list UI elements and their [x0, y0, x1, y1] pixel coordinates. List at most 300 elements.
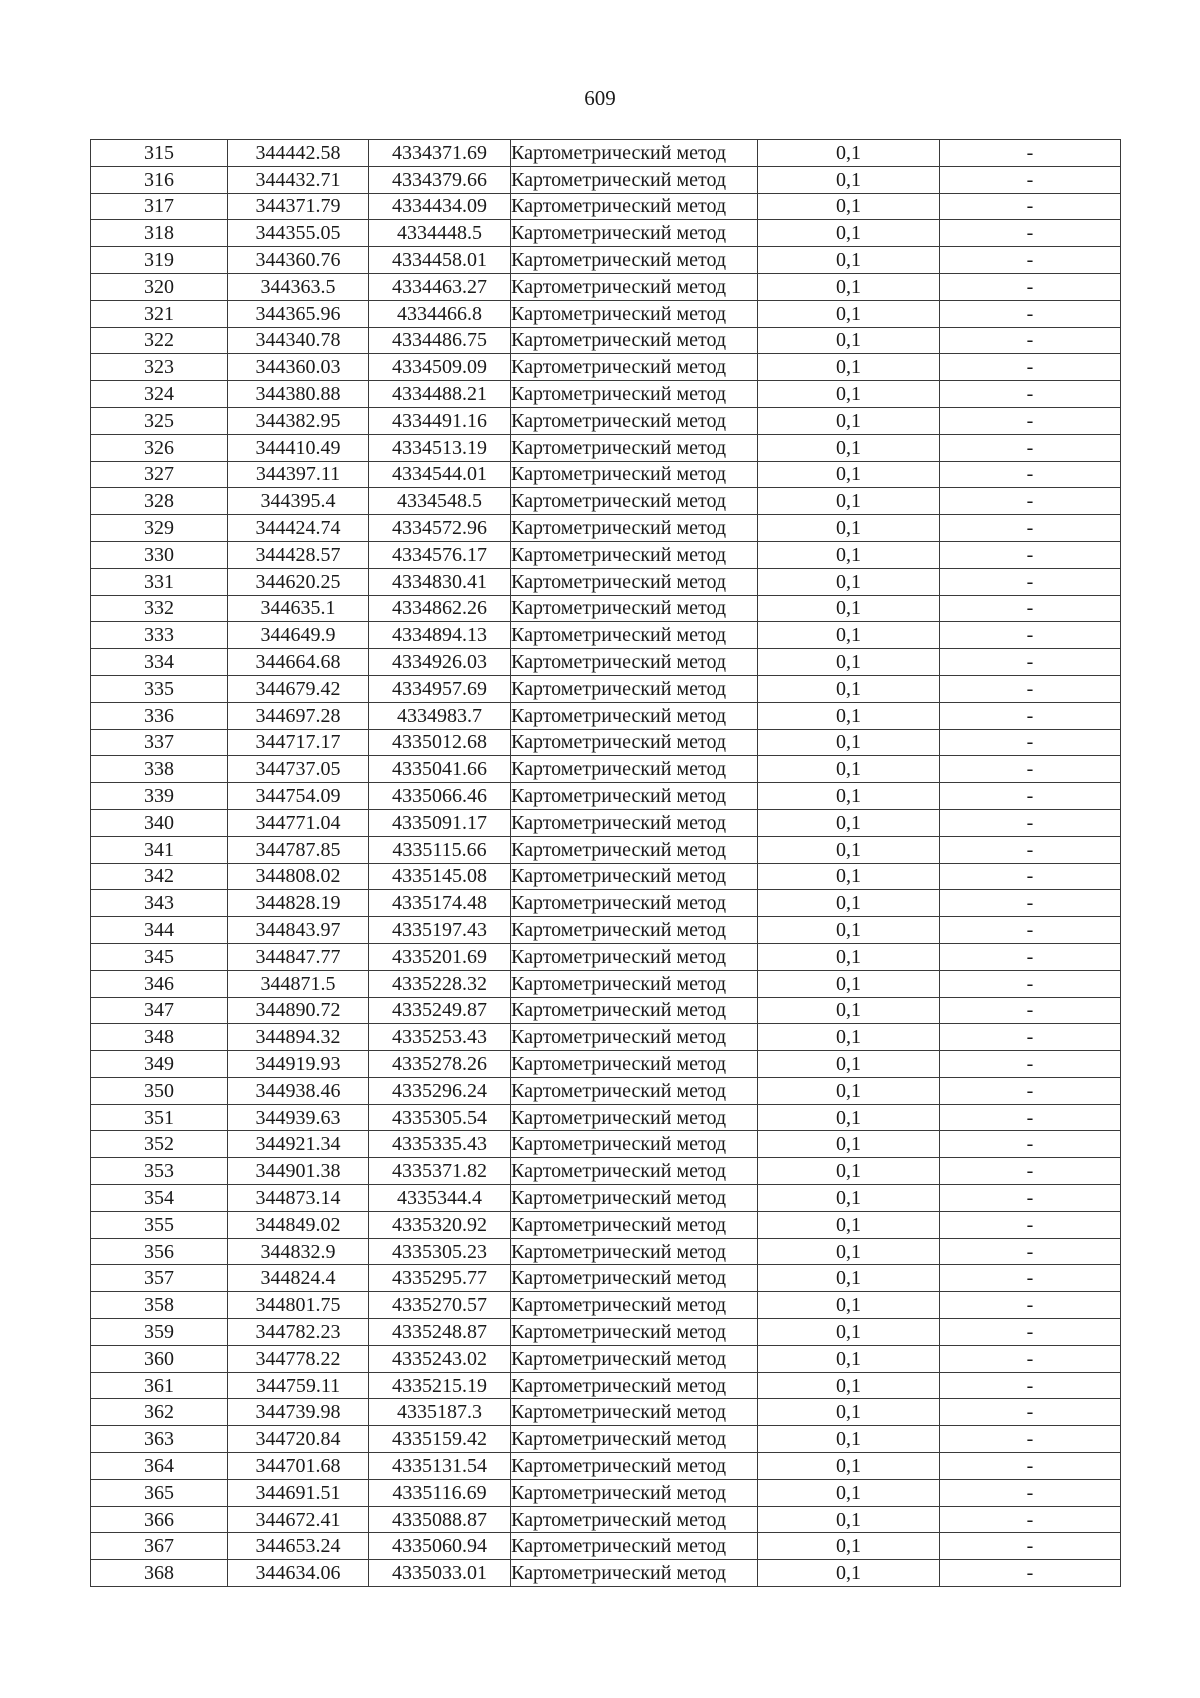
note-cell: - — [940, 1319, 1121, 1346]
method-cell: Картометрический метод — [511, 515, 758, 542]
accuracy-cell: 0,1 — [758, 1131, 940, 1158]
y-coordinate-cell: 4335305.54 — [369, 1104, 511, 1131]
table-row — [91, 622, 1121, 649]
note-cell: - — [940, 1265, 1121, 1292]
note-cell: - — [940, 1426, 1121, 1453]
note-cell: - — [940, 1533, 1121, 1560]
method-cell: Картометрический метод — [511, 1426, 758, 1453]
accuracy-cell: 0,1 — [758, 1479, 940, 1506]
note-cell: - — [940, 917, 1121, 944]
x-coordinate-cell: 344382.95 — [228, 407, 369, 434]
y-coordinate-cell: 4335033.01 — [369, 1560, 511, 1587]
accuracy-cell: 0,1 — [758, 1453, 940, 1480]
accuracy-cell: 0,1 — [758, 702, 940, 729]
accuracy-cell: 0,1 — [758, 1185, 940, 1212]
y-coordinate-cell: 4335215.19 — [369, 1372, 511, 1399]
note-cell: - — [940, 997, 1121, 1024]
point-number-cell: 360 — [91, 1345, 228, 1372]
method-cell: Картометрический метод — [511, 1185, 758, 1212]
accuracy-cell: 0,1 — [758, 863, 940, 890]
note-cell: - — [940, 327, 1121, 354]
point-number-cell: 328 — [91, 488, 228, 515]
method-cell: Картометрический метод — [511, 1372, 758, 1399]
x-coordinate-cell: 344778.22 — [228, 1345, 369, 1372]
method-cell: Картометрический метод — [511, 1560, 758, 1587]
table-row — [91, 702, 1121, 729]
point-number-cell: 316 — [91, 166, 228, 193]
table-row — [91, 1024, 1121, 1051]
x-coordinate-cell: 344754.09 — [228, 783, 369, 810]
y-coordinate-cell: 4335088.87 — [369, 1506, 511, 1533]
point-number-cell: 331 — [91, 568, 228, 595]
point-number-cell: 367 — [91, 1533, 228, 1560]
accuracy-cell: 0,1 — [758, 649, 940, 676]
x-coordinate-cell: 344759.11 — [228, 1372, 369, 1399]
x-coordinate-cell: 344697.28 — [228, 702, 369, 729]
accuracy-cell: 0,1 — [758, 1506, 940, 1533]
note-cell: - — [940, 140, 1121, 167]
table-row — [91, 595, 1121, 622]
y-coordinate-cell: 4334894.13 — [369, 622, 511, 649]
point-number-cell: 329 — [91, 515, 228, 542]
y-coordinate-cell: 4335371.82 — [369, 1158, 511, 1185]
accuracy-cell: 0,1 — [758, 193, 940, 220]
accuracy-cell: 0,1 — [758, 568, 940, 595]
note-cell: - — [940, 729, 1121, 756]
accuracy-cell: 0,1 — [758, 729, 940, 756]
y-coordinate-cell: 4334458.01 — [369, 247, 511, 274]
method-cell: Картометрический метод — [511, 649, 758, 676]
x-coordinate-cell: 344360.03 — [228, 354, 369, 381]
x-coordinate-cell: 344442.58 — [228, 140, 369, 167]
note-cell: - — [940, 515, 1121, 542]
accuracy-cell: 0,1 — [758, 166, 940, 193]
x-coordinate-cell: 344787.85 — [228, 836, 369, 863]
note-cell: - — [940, 541, 1121, 568]
accuracy-cell: 0,1 — [758, 273, 940, 300]
method-cell: Картометрический метод — [511, 407, 758, 434]
point-number-cell: 318 — [91, 220, 228, 247]
point-number-cell: 315 — [91, 140, 228, 167]
y-coordinate-cell: 4335159.42 — [369, 1426, 511, 1453]
y-coordinate-cell: 4335344.4 — [369, 1185, 511, 1212]
note-cell: - — [940, 890, 1121, 917]
note-cell: - — [940, 649, 1121, 676]
method-cell: Картометрический метод — [511, 541, 758, 568]
accuracy-cell: 0,1 — [758, 783, 940, 810]
note-cell: - — [940, 166, 1121, 193]
table-row — [91, 1345, 1121, 1372]
y-coordinate-cell: 4334371.69 — [369, 140, 511, 167]
accuracy-cell: 0,1 — [758, 890, 940, 917]
x-coordinate-cell: 344801.75 — [228, 1292, 369, 1319]
point-number-cell: 343 — [91, 890, 228, 917]
table-row — [91, 1399, 1121, 1426]
accuracy-cell: 0,1 — [758, 836, 940, 863]
accuracy-cell: 0,1 — [758, 809, 940, 836]
y-coordinate-cell: 4334830.41 — [369, 568, 511, 595]
note-cell: - — [940, 756, 1121, 783]
y-coordinate-cell: 4335197.43 — [369, 917, 511, 944]
accuracy-cell: 0,1 — [758, 1426, 940, 1453]
method-cell: Картометрический метод — [511, 1051, 758, 1078]
method-cell: Картометрический метод — [511, 1104, 758, 1131]
x-coordinate-cell: 344894.32 — [228, 1024, 369, 1051]
note-cell: - — [940, 1479, 1121, 1506]
point-number-cell: 350 — [91, 1077, 228, 1104]
point-number-cell: 363 — [91, 1426, 228, 1453]
point-number-cell: 325 — [91, 407, 228, 434]
y-coordinate-cell: 4334576.17 — [369, 541, 511, 568]
y-coordinate-cell: 4334486.75 — [369, 327, 511, 354]
point-number-cell: 336 — [91, 702, 228, 729]
x-coordinate-cell: 344428.57 — [228, 541, 369, 568]
point-number-cell: 319 — [91, 247, 228, 274]
point-number-cell: 340 — [91, 809, 228, 836]
method-cell: Картометрический метод — [511, 1211, 758, 1238]
accuracy-cell: 0,1 — [758, 1051, 940, 1078]
accuracy-cell: 0,1 — [758, 541, 940, 568]
table-row — [91, 140, 1121, 167]
note-cell: - — [940, 461, 1121, 488]
point-number-cell: 358 — [91, 1292, 228, 1319]
method-cell: Картометрический метод — [511, 702, 758, 729]
table-row — [91, 1426, 1121, 1453]
y-coordinate-cell: 4335187.3 — [369, 1399, 511, 1426]
method-cell: Картометрический метод — [511, 327, 758, 354]
table-row — [91, 1077, 1121, 1104]
table-row — [91, 1185, 1121, 1212]
point-number-cell: 349 — [91, 1051, 228, 1078]
method-cell: Картометрический метод — [511, 675, 758, 702]
y-coordinate-cell: 4335060.94 — [369, 1533, 511, 1560]
note-cell: - — [940, 702, 1121, 729]
accuracy-cell: 0,1 — [758, 515, 940, 542]
accuracy-cell: 0,1 — [758, 1077, 940, 1104]
method-cell: Картометрический метод — [511, 1265, 758, 1292]
table-row — [91, 1265, 1121, 1292]
x-coordinate-cell: 344849.02 — [228, 1211, 369, 1238]
x-coordinate-cell: 344847.77 — [228, 943, 369, 970]
accuracy-cell: 0,1 — [758, 300, 940, 327]
x-coordinate-cell: 344672.41 — [228, 1506, 369, 1533]
method-cell: Картометрический метод — [511, 1345, 758, 1372]
x-coordinate-cell: 344782.23 — [228, 1319, 369, 1346]
y-coordinate-cell: 4335253.43 — [369, 1024, 511, 1051]
table-row — [91, 783, 1121, 810]
note-cell: - — [940, 1506, 1121, 1533]
accuracy-cell: 0,1 — [758, 354, 940, 381]
accuracy-cell: 0,1 — [758, 1399, 940, 1426]
x-coordinate-cell: 344828.19 — [228, 890, 369, 917]
method-cell: Картометрический метод — [511, 729, 758, 756]
note-cell: - — [940, 1185, 1121, 1212]
table-row — [91, 488, 1121, 515]
table-row — [91, 863, 1121, 890]
accuracy-cell: 0,1 — [758, 220, 940, 247]
note-cell: - — [940, 1372, 1121, 1399]
y-coordinate-cell: 4334983.7 — [369, 702, 511, 729]
x-coordinate-cell: 344635.1 — [228, 595, 369, 622]
table-row — [91, 515, 1121, 542]
method-cell: Картометрический метод — [511, 247, 758, 274]
table-row — [91, 1372, 1121, 1399]
x-coordinate-cell: 344620.25 — [228, 568, 369, 595]
point-number-cell: 353 — [91, 1158, 228, 1185]
accuracy-cell: 0,1 — [758, 1372, 940, 1399]
y-coordinate-cell: 4335115.66 — [369, 836, 511, 863]
accuracy-cell: 0,1 — [758, 1238, 940, 1265]
x-coordinate-cell: 344691.51 — [228, 1479, 369, 1506]
note-cell: - — [940, 595, 1121, 622]
y-coordinate-cell: 4334548.5 — [369, 488, 511, 515]
x-coordinate-cell: 344873.14 — [228, 1185, 369, 1212]
y-coordinate-cell: 4334434.09 — [369, 193, 511, 220]
y-coordinate-cell: 4334448.5 — [369, 220, 511, 247]
y-coordinate-cell: 4334957.69 — [369, 675, 511, 702]
point-number-cell: 317 — [91, 193, 228, 220]
method-cell: Картометрический метод — [511, 381, 758, 408]
accuracy-cell: 0,1 — [758, 381, 940, 408]
table-row — [91, 1131, 1121, 1158]
x-coordinate-cell: 344871.5 — [228, 970, 369, 997]
accuracy-cell: 0,1 — [758, 461, 940, 488]
point-number-cell: 320 — [91, 273, 228, 300]
point-number-cell: 352 — [91, 1131, 228, 1158]
x-coordinate-cell: 344679.42 — [228, 675, 369, 702]
x-coordinate-cell: 344360.76 — [228, 247, 369, 274]
table-row — [91, 1506, 1121, 1533]
accuracy-cell: 0,1 — [758, 327, 940, 354]
note-cell: - — [940, 407, 1121, 434]
accuracy-cell: 0,1 — [758, 1104, 940, 1131]
accuracy-cell: 0,1 — [758, 1158, 940, 1185]
method-cell: Картометрический метод — [511, 273, 758, 300]
table-row — [91, 1560, 1121, 1587]
note-cell: - — [940, 1345, 1121, 1372]
note-cell: - — [940, 1104, 1121, 1131]
accuracy-cell: 0,1 — [758, 595, 940, 622]
y-coordinate-cell: 4334509.09 — [369, 354, 511, 381]
table-row — [91, 434, 1121, 461]
point-number-cell: 366 — [91, 1506, 228, 1533]
x-coordinate-cell: 344355.05 — [228, 220, 369, 247]
method-cell: Картометрический метод — [511, 970, 758, 997]
accuracy-cell: 0,1 — [758, 1319, 940, 1346]
point-number-cell: 344 — [91, 917, 228, 944]
table-row — [91, 649, 1121, 676]
accuracy-cell: 0,1 — [758, 1024, 940, 1051]
point-number-cell: 356 — [91, 1238, 228, 1265]
y-coordinate-cell: 4335295.77 — [369, 1265, 511, 1292]
x-coordinate-cell: 344717.17 — [228, 729, 369, 756]
table-row — [91, 381, 1121, 408]
table-row — [91, 1211, 1121, 1238]
table-row — [91, 220, 1121, 247]
x-coordinate-cell: 344653.24 — [228, 1533, 369, 1560]
table-row — [91, 1104, 1121, 1131]
x-coordinate-cell: 344824.4 — [228, 1265, 369, 1292]
table-row — [91, 1533, 1121, 1560]
method-cell: Картометрический метод — [511, 836, 758, 863]
method-cell: Картометрический метод — [511, 997, 758, 1024]
y-coordinate-cell: 4335278.26 — [369, 1051, 511, 1078]
x-coordinate-cell: 344395.4 — [228, 488, 369, 515]
y-coordinate-cell: 4335041.66 — [369, 756, 511, 783]
method-cell: Картометрический метод — [511, 1024, 758, 1051]
method-cell: Картометрический метод — [511, 300, 758, 327]
method-cell: Картометрический метод — [511, 488, 758, 515]
point-number-cell: 324 — [91, 381, 228, 408]
x-coordinate-cell: 344808.02 — [228, 863, 369, 890]
note-cell: - — [940, 273, 1121, 300]
method-cell: Картометрический метод — [511, 140, 758, 167]
accuracy-cell: 0,1 — [758, 1292, 940, 1319]
method-cell: Картометрический метод — [511, 568, 758, 595]
table-row — [91, 1238, 1121, 1265]
table-row — [91, 1453, 1121, 1480]
method-cell: Картометрический метод — [511, 1399, 758, 1426]
note-cell: - — [940, 1211, 1121, 1238]
accuracy-cell: 0,1 — [758, 675, 940, 702]
table-row — [91, 273, 1121, 300]
x-coordinate-cell: 344664.68 — [228, 649, 369, 676]
page-number: 609 — [584, 86, 616, 110]
table-row — [91, 675, 1121, 702]
note-cell: - — [940, 247, 1121, 274]
point-number-cell: 364 — [91, 1453, 228, 1480]
x-coordinate-cell: 344410.49 — [228, 434, 369, 461]
y-coordinate-cell: 4334463.27 — [369, 273, 511, 300]
table-row — [91, 970, 1121, 997]
point-number-cell: 362 — [91, 1399, 228, 1426]
point-number-cell: 341 — [91, 836, 228, 863]
y-coordinate-cell: 4334862.26 — [369, 595, 511, 622]
accuracy-cell: 0,1 — [758, 247, 940, 274]
note-cell: - — [940, 1077, 1121, 1104]
note-cell: - — [940, 434, 1121, 461]
method-cell: Картометрический метод — [511, 622, 758, 649]
x-coordinate-cell: 344720.84 — [228, 1426, 369, 1453]
x-coordinate-cell: 344424.74 — [228, 515, 369, 542]
y-coordinate-cell: 4335248.87 — [369, 1319, 511, 1346]
point-number-cell: 338 — [91, 756, 228, 783]
x-coordinate-cell: 344843.97 — [228, 917, 369, 944]
y-coordinate-cell: 4335335.43 — [369, 1131, 511, 1158]
accuracy-cell: 0,1 — [758, 1265, 940, 1292]
y-coordinate-cell: 4334488.21 — [369, 381, 511, 408]
point-number-cell: 365 — [91, 1479, 228, 1506]
y-coordinate-cell: 4335296.24 — [369, 1077, 511, 1104]
note-cell: - — [940, 943, 1121, 970]
y-coordinate-cell: 4335201.69 — [369, 943, 511, 970]
table-row — [91, 300, 1121, 327]
note-cell: - — [940, 675, 1121, 702]
point-number-cell: 327 — [91, 461, 228, 488]
x-coordinate-cell: 344919.93 — [228, 1051, 369, 1078]
accuracy-cell: 0,1 — [758, 140, 940, 167]
point-number-cell: 357 — [91, 1265, 228, 1292]
point-number-cell: 346 — [91, 970, 228, 997]
accuracy-cell: 0,1 — [758, 1560, 940, 1587]
point-number-cell: 359 — [91, 1319, 228, 1346]
x-coordinate-cell: 344921.34 — [228, 1131, 369, 1158]
y-coordinate-cell: 4335249.87 — [369, 997, 511, 1024]
method-cell: Картометрический метод — [511, 1077, 758, 1104]
point-number-cell: 323 — [91, 354, 228, 381]
table-row — [91, 247, 1121, 274]
method-cell: Картометрический метод — [511, 1453, 758, 1480]
table-row — [91, 756, 1121, 783]
point-number-cell: 337 — [91, 729, 228, 756]
x-coordinate-cell: 344701.68 — [228, 1453, 369, 1480]
x-coordinate-cell: 344739.98 — [228, 1399, 369, 1426]
method-cell: Картометрический метод — [511, 461, 758, 488]
x-coordinate-cell: 344938.46 — [228, 1077, 369, 1104]
point-number-cell: 330 — [91, 541, 228, 568]
y-coordinate-cell: 4335228.32 — [369, 970, 511, 997]
method-cell: Картометрический метод — [511, 809, 758, 836]
y-coordinate-cell: 4334379.66 — [369, 166, 511, 193]
table-row — [91, 1292, 1121, 1319]
y-coordinate-cell: 4335066.46 — [369, 783, 511, 810]
method-cell: Картометрический метод — [511, 917, 758, 944]
method-cell: Картометрический метод — [511, 166, 758, 193]
note-cell: - — [940, 1024, 1121, 1051]
table-row — [91, 461, 1121, 488]
note-cell: - — [940, 1051, 1121, 1078]
x-coordinate-cell: 344371.79 — [228, 193, 369, 220]
note-cell: - — [940, 783, 1121, 810]
method-cell: Картометрический метод — [511, 193, 758, 220]
method-cell: Картометрический метод — [511, 783, 758, 810]
coordinates-table — [90, 139, 1121, 1587]
accuracy-cell: 0,1 — [758, 622, 940, 649]
x-coordinate-cell: 344737.05 — [228, 756, 369, 783]
note-cell: - — [940, 381, 1121, 408]
point-number-cell: 326 — [91, 434, 228, 461]
method-cell: Картометрический метод — [511, 863, 758, 890]
note-cell: - — [940, 1158, 1121, 1185]
point-number-cell: 334 — [91, 649, 228, 676]
y-coordinate-cell: 4335145.08 — [369, 863, 511, 890]
point-number-cell: 347 — [91, 997, 228, 1024]
y-coordinate-cell: 4335116.69 — [369, 1479, 511, 1506]
note-cell: - — [940, 1453, 1121, 1480]
y-coordinate-cell: 4334466.8 — [369, 300, 511, 327]
point-number-cell: 321 — [91, 300, 228, 327]
table-row — [91, 809, 1121, 836]
point-number-cell: 322 — [91, 327, 228, 354]
x-coordinate-cell: 344832.9 — [228, 1238, 369, 1265]
note-cell: - — [940, 568, 1121, 595]
note-cell: - — [940, 488, 1121, 515]
y-coordinate-cell: 4334926.03 — [369, 649, 511, 676]
point-number-cell: 339 — [91, 783, 228, 810]
point-number-cell: 342 — [91, 863, 228, 890]
x-coordinate-cell: 344901.38 — [228, 1158, 369, 1185]
table-row — [91, 1051, 1121, 1078]
y-coordinate-cell: 4335012.68 — [369, 729, 511, 756]
table-row — [91, 890, 1121, 917]
x-coordinate-cell: 344649.9 — [228, 622, 369, 649]
method-cell: Картометрический метод — [511, 1131, 758, 1158]
method-cell: Картометрический метод — [511, 943, 758, 970]
table-row — [91, 407, 1121, 434]
note-cell: - — [940, 970, 1121, 997]
point-number-cell: 335 — [91, 675, 228, 702]
method-cell: Картометрический метод — [511, 434, 758, 461]
